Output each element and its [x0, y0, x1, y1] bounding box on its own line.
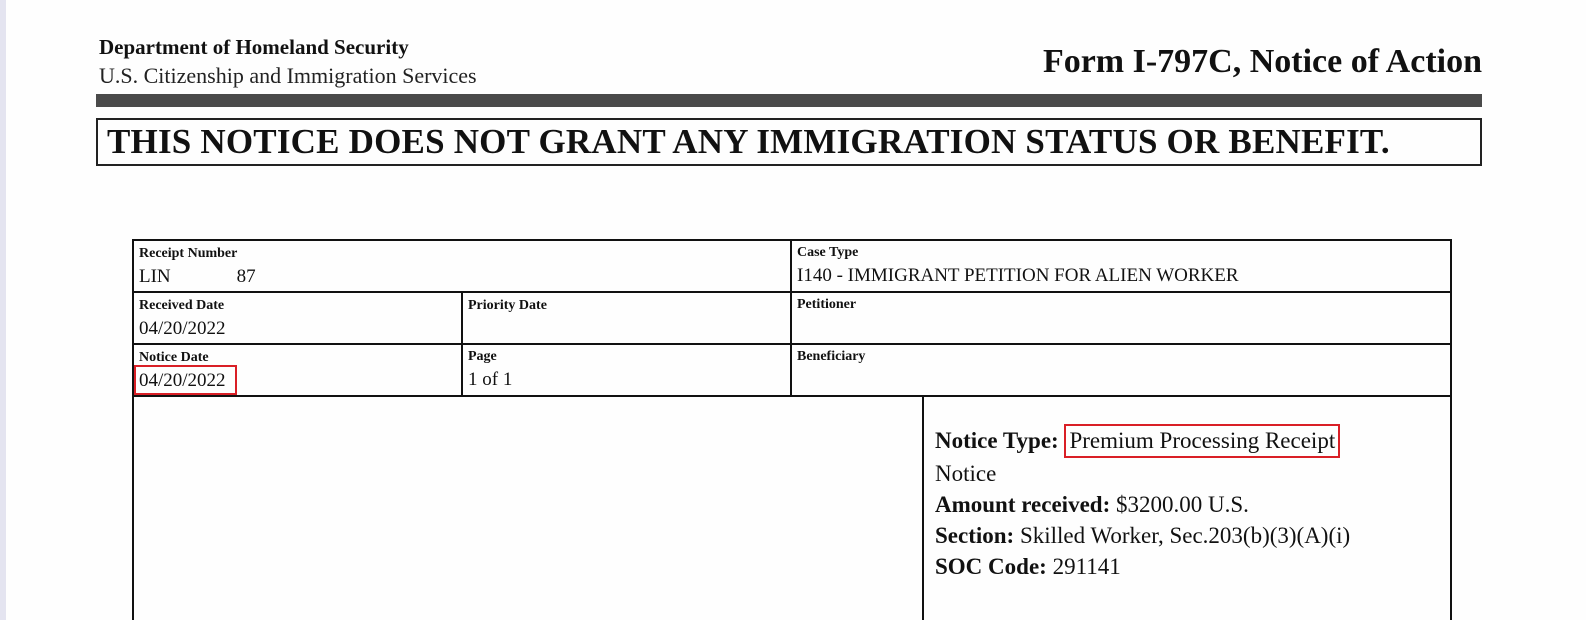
soc-code-line — [935, 551, 1350, 582]
notice-date-value: 04/20/2022 — [139, 370, 226, 391]
table-rule-mid — [790, 239, 792, 397]
table-rule-row3 — [132, 395, 1452, 397]
notice-type-line — [935, 424, 1350, 458]
section-label: Section: — [935, 523, 1015, 548]
header-divider-bar — [96, 94, 1482, 107]
section-value: Skilled Worker, Sec.203(b)(3)(A)(i) — [1019, 523, 1351, 548]
notice-type-label: Notice Type: — [935, 428, 1059, 453]
amount-received-label: Amount received: — [935, 492, 1111, 517]
notice-date-highlight — [134, 365, 237, 395]
agency-name: U.S. Citizenship and Immigration Services — [99, 63, 477, 88]
page-value: 1 of 1 — [468, 369, 513, 390]
receipt-number-label: Receipt Number — [139, 246, 238, 261]
table-rule-row2 — [132, 343, 1452, 345]
warning-banner — [96, 118, 1482, 166]
petitioner-label: Petitioner — [797, 297, 857, 312]
beneficiary-label: Beneficiary — [797, 349, 866, 364]
case-type-value: I140 - IMMIGRANT PETITION FOR ALIEN WORKER — [797, 265, 1239, 286]
notice-type-continuation: Notice — [935, 461, 997, 486]
receipt-number-suffix: 87 — [236, 266, 256, 287]
priority-date-label: Priority Date — [468, 298, 547, 313]
form-title: Form I-797C, Notice of Action — [1042, 43, 1482, 80]
soc-code-value: 291141 — [1052, 554, 1121, 579]
table-rule-left — [132, 239, 134, 620]
received-date-value: 04/20/2022 — [139, 318, 226, 339]
department-name: Department of Homeland Security — [99, 35, 409, 59]
section-line — [935, 520, 1350, 551]
notice-type-value: Premium Processing Receipt — [1064, 424, 1340, 458]
page-edge — [0, 0, 6, 620]
amount-received-value: $3200.00 U.S. — [1115, 492, 1249, 517]
table-rule-inner — [461, 291, 463, 397]
page-label: Page — [468, 349, 497, 364]
notice-date-label: Notice Date — [139, 350, 209, 365]
notice-details — [935, 424, 1350, 582]
table-rule-top — [132, 239, 1452, 241]
case-type-label: Case Type — [797, 245, 859, 260]
receipt-number-prefix: LIN — [139, 266, 171, 287]
amount-received-line — [935, 489, 1350, 520]
soc-code-label: SOC Code: — [935, 554, 1047, 579]
received-date-label: Received Date — [139, 298, 225, 313]
table-rule-notice — [922, 395, 924, 620]
warning-text: THIS NOTICE DOES NOT GRANT ANY IMMIGRATION STATUS OR BENEFIT. — [107, 122, 1390, 161]
table-rule-row1 — [132, 291, 1452, 293]
receipt-number-value — [139, 266, 256, 288]
table-rule-right — [1450, 239, 1452, 620]
